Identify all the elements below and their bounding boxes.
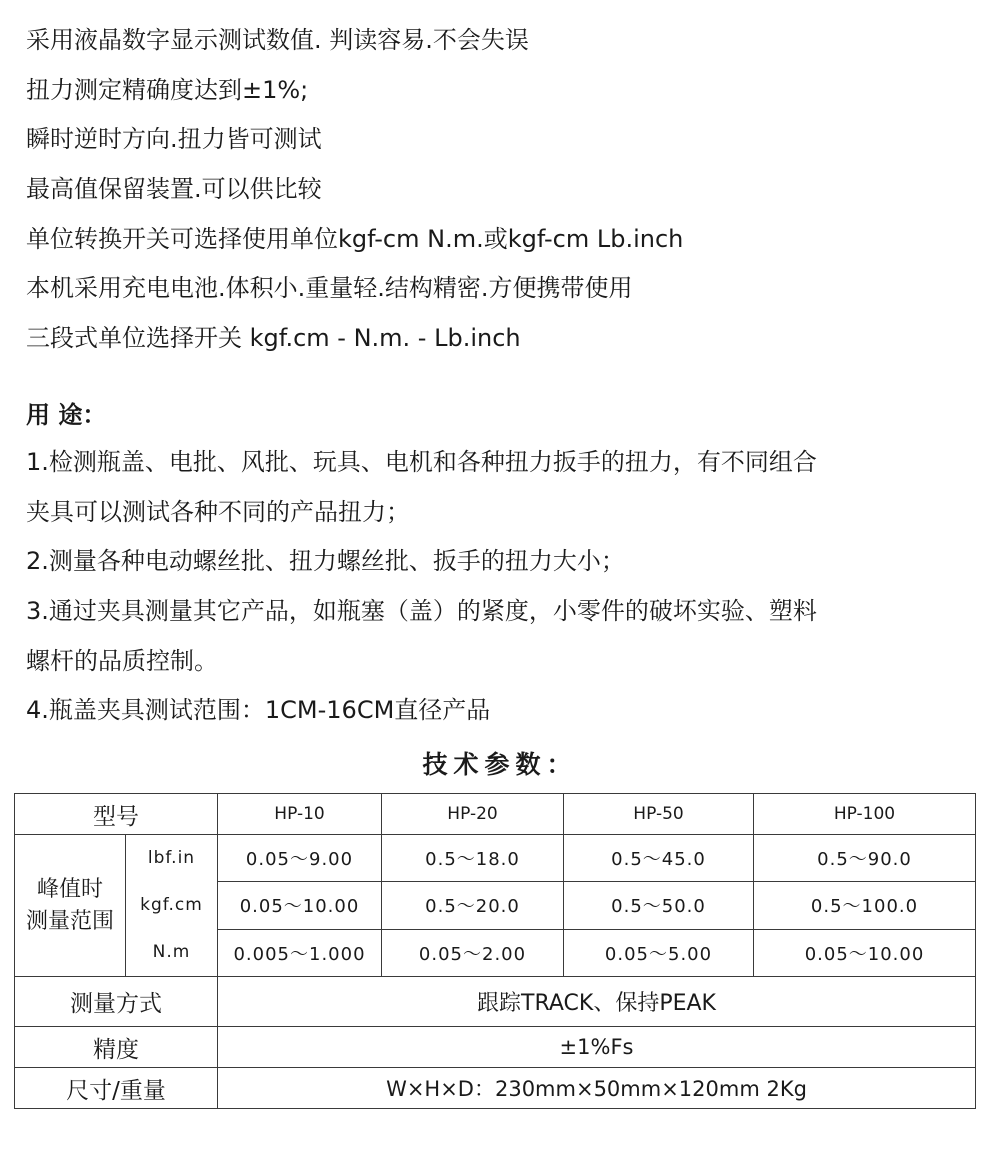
usage-line: 3.通过夹具测量其它产品，如瓶塞（盖）的紧度，小零件的破坏实验、塑料 <box>26 597 817 626</box>
range-value: 0.005～1.000 <box>218 929 382 976</box>
model-cell: HP-100 <box>754 794 976 835</box>
spec-table <box>14 793 976 1109</box>
table-row-models <box>15 794 976 835</box>
feature-line: 本机采用充电电池.体积小.重量轻.结构精密.方便携带使用 <box>26 274 633 303</box>
model-cell: HP-10 <box>218 794 382 835</box>
range-label-cell <box>15 835 126 977</box>
unit-label: N.m <box>152 942 191 962</box>
mode-value-cell: 跟踪TRACK、保持PEAK <box>218 977 976 1027</box>
feature-line: 单位转换开关可选择使用单位kgf-cm N.m.或kgf-cm Lb.inch <box>26 224 684 253</box>
usage-line: 2.测量各种电动螺丝批、扭力螺丝批、扳手的扭力大小； <box>26 547 625 576</box>
feature-line: 三段式单位选择开关 kgf.cm - N.m. - Lb.inch <box>26 324 521 353</box>
model-header-cell: 型号 <box>15 794 218 835</box>
range-value: 0.5～50.0 <box>564 882 754 929</box>
table-row-lbf-in <box>15 835 976 882</box>
table-row-accuracy <box>15 1027 976 1068</box>
range-value: 0.5～100.0 <box>754 882 976 929</box>
usage-list <box>26 440 986 738</box>
range-value: 0.5～45.0 <box>564 835 754 882</box>
mode-label-cell: 测量方式 <box>15 977 218 1027</box>
range-label-line1: 峰值时 <box>36 876 103 902</box>
feature-line: 最高值保留装置.可以供比较 <box>26 175 322 204</box>
accuracy-value-cell: ±1%Fs <box>218 1027 976 1068</box>
usage-line: 4.瓶盖夹具测试范围：1CM-16CM直径产品 <box>26 696 491 725</box>
feature-line: 采用液晶数字显示测试数值. 判读容易.不会失误 <box>26 26 529 54</box>
range-value: 0.5～18.0 <box>382 835 564 882</box>
range-value: 0.5～90.0 <box>754 835 976 882</box>
table-row-size <box>15 1068 976 1109</box>
accuracy-label-cell: 精度 <box>15 1027 218 1068</box>
model-cell: HP-50 <box>564 794 754 835</box>
feature-line: 瞬时逆时方向.扭力皆可测试 <box>26 125 322 154</box>
unit-label: kgf.cm <box>140 895 203 915</box>
size-label-cell: 尺寸/重量 <box>15 1068 218 1109</box>
unit-label: lbf.in <box>147 848 196 868</box>
usage-heading: 用 途： <box>26 401 107 429</box>
usage-line: 螺杆的品质控制。 <box>26 646 218 675</box>
model-cell: HP-20 <box>382 794 564 835</box>
range-value: 0.05～10.00 <box>754 929 976 976</box>
range-value: 0.05～5.00 <box>564 929 754 976</box>
range-value: 0.5～20.0 <box>382 882 564 929</box>
range-value: 0.05～9.00 <box>218 835 382 882</box>
size-value-cell: W×H×D：230mm×50mm×120mm 2Kg <box>218 1068 976 1109</box>
spec-heading: 技术参数： <box>422 750 578 779</box>
usage-line: 1.检测瓶盖、电批、风批、玩具、电机和各种扭力扳手的扭力，有不同组合 <box>26 448 817 476</box>
table-row-mode <box>15 977 976 1027</box>
feature-line: 扭力测定精确度达到±1%; <box>26 75 309 104</box>
feature-list <box>26 18 986 366</box>
range-value: 0.05～2.00 <box>382 929 564 976</box>
unit-cell <box>126 835 218 977</box>
usage-line: 夹具可以测试各种不同的产品扭力； <box>26 497 410 526</box>
range-value: 0.05～10.00 <box>218 882 382 929</box>
range-label-line2: 测量范围 <box>25 908 114 934</box>
